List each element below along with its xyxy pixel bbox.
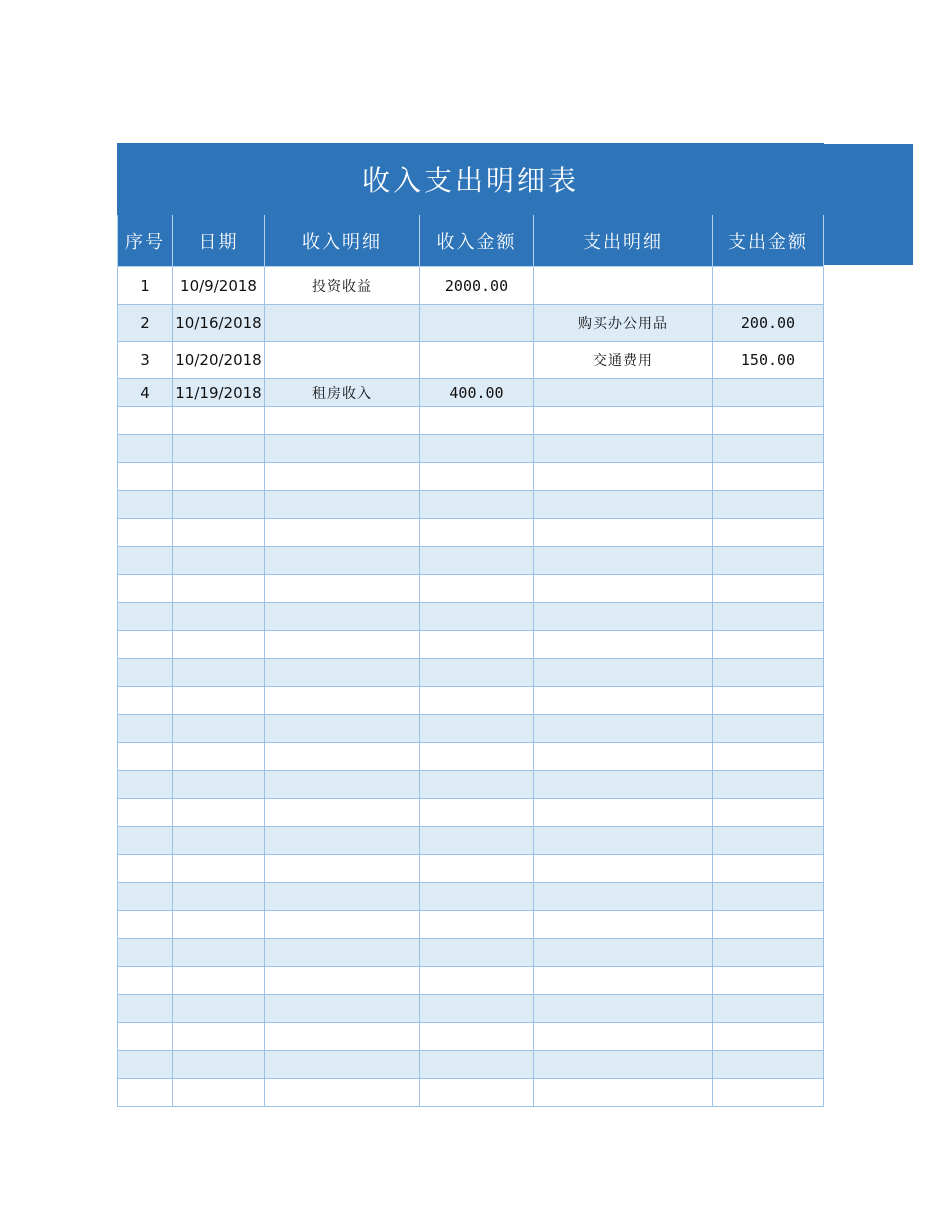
cell-expense-amount[interactable]: [713, 547, 824, 575]
cell-no[interactable]: 1: [118, 267, 173, 305]
cell-expense-amount[interactable]: [713, 967, 824, 995]
cell-no[interactable]: [118, 435, 173, 463]
cell-expense-amount[interactable]: [713, 799, 824, 827]
cell-date[interactable]: [173, 855, 265, 883]
cell-income-detail[interactable]: [265, 883, 420, 911]
cell-expense-amount[interactable]: 200.00: [713, 305, 824, 342]
cell-expense-detail[interactable]: [534, 939, 713, 967]
cell-expense-detail[interactable]: [534, 1023, 713, 1051]
cell-income-amount[interactable]: [420, 715, 534, 743]
cell-income-amount[interactable]: [420, 547, 534, 575]
cell-expense-detail[interactable]: 交通费用: [534, 342, 713, 379]
cell-income-detail[interactable]: [265, 575, 420, 603]
cell-expense-detail[interactable]: [534, 435, 713, 463]
cell-expense-detail[interactable]: [534, 827, 713, 855]
cell-date[interactable]: 10/16/2018: [173, 305, 265, 342]
cell-expense-detail[interactable]: [534, 603, 713, 631]
cell-income-amount[interactable]: [420, 1051, 534, 1079]
cell-no[interactable]: [118, 995, 173, 1023]
cell-income-amount[interactable]: [420, 687, 534, 715]
cell-expense-amount[interactable]: [713, 631, 824, 659]
cell-income-detail[interactable]: [265, 519, 420, 547]
cell-income-detail[interactable]: [265, 407, 420, 435]
cell-no[interactable]: 2: [118, 305, 173, 342]
table-row: [118, 603, 824, 631]
cell-expense-detail[interactable]: [534, 687, 713, 715]
cell-income-detail[interactable]: [265, 1079, 420, 1107]
cell-income-detail[interactable]: 投资收益: [265, 267, 420, 305]
cell-income-amount[interactable]: [420, 575, 534, 603]
cell-expense-detail[interactable]: [534, 547, 713, 575]
cell-income-detail[interactable]: [265, 939, 420, 967]
cell-income-detail[interactable]: [265, 342, 420, 379]
cell-date[interactable]: [173, 1079, 265, 1107]
cell-expense-detail[interactable]: 购买办公用品: [534, 305, 713, 342]
cell-income-amount[interactable]: 2000.00: [420, 267, 534, 305]
table-row: [118, 1079, 824, 1107]
cell-no[interactable]: [118, 1051, 173, 1079]
table-row: [118, 519, 824, 547]
cell-no[interactable]: [118, 407, 173, 435]
cell-date[interactable]: [173, 743, 265, 771]
cell-expense-detail[interactable]: [534, 659, 713, 687]
cell-expense-amount[interactable]: [713, 715, 824, 743]
cell-no[interactable]: [118, 631, 173, 659]
cell-expense-amount[interactable]: [713, 743, 824, 771]
cell-date[interactable]: [173, 911, 265, 939]
cell-no[interactable]: [118, 1023, 173, 1051]
table-row: [118, 267, 824, 305]
cell-expense-amount[interactable]: [713, 267, 824, 305]
cell-income-amount[interactable]: 400.00: [420, 379, 534, 407]
cell-expense-amount[interactable]: [713, 407, 824, 435]
table-row: [118, 855, 824, 883]
cell-expense-detail[interactable]: [534, 715, 713, 743]
cell-date[interactable]: [173, 799, 265, 827]
cell-income-amount[interactable]: [420, 305, 534, 342]
cell-income-amount[interactable]: [420, 967, 534, 995]
cell-no[interactable]: [118, 659, 173, 687]
col-header-expense-detail[interactable]: 支出明细: [534, 215, 713, 267]
cell-date[interactable]: [173, 687, 265, 715]
cell-income-detail[interactable]: [265, 967, 420, 995]
cell-income-amount[interactable]: [420, 407, 534, 435]
table-row: [118, 1023, 824, 1051]
table-row: [118, 799, 824, 827]
cell-expense-amount[interactable]: [713, 1023, 824, 1051]
column-header-row: [118, 215, 824, 267]
cell-no[interactable]: [118, 463, 173, 491]
cell-no[interactable]: [118, 1079, 173, 1107]
cell-expense-detail[interactable]: [534, 883, 713, 911]
cell-expense-amount[interactable]: [713, 855, 824, 883]
cell-income-amount[interactable]: [420, 519, 534, 547]
cell-income-detail[interactable]: [265, 547, 420, 575]
cell-expense-amount[interactable]: [713, 827, 824, 855]
cell-income-amount[interactable]: [420, 995, 534, 1023]
cell-income-detail[interactable]: [265, 491, 420, 519]
table-row: [118, 1051, 824, 1079]
cell-date[interactable]: 10/9/2018: [173, 267, 265, 305]
cell-income-amount[interactable]: [420, 827, 534, 855]
cell-expense-amount[interactable]: [713, 659, 824, 687]
cell-expense-detail[interactable]: [534, 267, 713, 305]
cell-income-amount[interactable]: [420, 342, 534, 379]
cell-expense-amount[interactable]: [713, 1051, 824, 1079]
cell-expense-detail[interactable]: [534, 379, 713, 407]
cell-income-detail[interactable]: [265, 715, 420, 743]
cell-expense-amount[interactable]: [713, 771, 824, 799]
cell-no[interactable]: [118, 827, 173, 855]
col-header-income-detail[interactable]: 收入明细: [265, 215, 420, 267]
cell-no[interactable]: [118, 743, 173, 771]
cell-income-detail[interactable]: [265, 1023, 420, 1051]
cell-income-amount[interactable]: [420, 911, 534, 939]
cell-date[interactable]: [173, 1023, 265, 1051]
cell-income-detail[interactable]: [265, 435, 420, 463]
cell-no[interactable]: [118, 883, 173, 911]
table-row: [118, 435, 824, 463]
cell-no[interactable]: 3: [118, 342, 173, 379]
cell-no[interactable]: [118, 687, 173, 715]
table-row: [118, 687, 824, 715]
cell-income-detail[interactable]: 租房收入: [265, 379, 420, 407]
cell-expense-amount[interactable]: [713, 911, 824, 939]
table-row: [118, 547, 824, 575]
cell-date[interactable]: [173, 407, 265, 435]
cell-income-detail[interactable]: [265, 995, 420, 1023]
table-row: [118, 407, 824, 435]
cell-date[interactable]: [173, 463, 265, 491]
col-header-date[interactable]: 日期: [173, 215, 265, 267]
cell-income-amount[interactable]: [420, 463, 534, 491]
cell-expense-amount[interactable]: [713, 603, 824, 631]
cell-expense-detail[interactable]: [534, 967, 713, 995]
cell-expense-detail[interactable]: [534, 491, 713, 519]
cell-expense-detail[interactable]: [534, 1051, 713, 1079]
table-row: [118, 771, 824, 799]
cell-date[interactable]: [173, 939, 265, 967]
cell-no[interactable]: 4: [118, 379, 173, 407]
cell-income-detail[interactable]: [265, 305, 420, 342]
cell-expense-detail[interactable]: [534, 1079, 713, 1107]
cell-date[interactable]: [173, 967, 265, 995]
table-row: [118, 342, 824, 379]
title-row: [118, 144, 824, 215]
table-row: [118, 631, 824, 659]
cell-date[interactable]: [173, 547, 265, 575]
cell-date[interactable]: [173, 575, 265, 603]
cell-expense-detail[interactable]: [534, 995, 713, 1023]
cell-expense-detail[interactable]: [534, 407, 713, 435]
cell-expense-detail[interactable]: [534, 771, 713, 799]
cell-expense-amount[interactable]: 150.00: [713, 342, 824, 379]
cell-income-detail[interactable]: [265, 463, 420, 491]
table-row: [118, 659, 824, 687]
cell-income-detail[interactable]: [265, 799, 420, 827]
cell-no[interactable]: [118, 799, 173, 827]
cell-income-detail[interactable]: [265, 855, 420, 883]
cell-income-detail[interactable]: [265, 911, 420, 939]
cell-expense-detail[interactable]: [534, 575, 713, 603]
cell-income-detail[interactable]: [265, 687, 420, 715]
cell-income-amount[interactable]: [420, 799, 534, 827]
cell-expense-detail[interactable]: [534, 855, 713, 883]
cell-expense-amount[interactable]: [713, 435, 824, 463]
cell-income-amount[interactable]: [420, 491, 534, 519]
table-row: [118, 743, 824, 771]
cell-expense-amount[interactable]: [713, 883, 824, 911]
cell-expense-amount[interactable]: [713, 379, 824, 407]
table-row: [118, 305, 824, 342]
cell-no[interactable]: [118, 575, 173, 603]
cell-no[interactable]: [118, 491, 173, 519]
cell-no[interactable]: [118, 855, 173, 883]
table-row: [118, 995, 824, 1023]
cell-expense-amount[interactable]: [713, 463, 824, 491]
table-row: [118, 939, 824, 967]
cell-no[interactable]: [118, 771, 173, 799]
table-row: [118, 827, 824, 855]
cell-income-detail[interactable]: [265, 659, 420, 687]
cell-income-detail[interactable]: [265, 1051, 420, 1079]
cell-no[interactable]: [118, 939, 173, 967]
cell-expense-detail[interactable]: [534, 743, 713, 771]
cell-no[interactable]: [118, 603, 173, 631]
cell-income-detail[interactable]: [265, 743, 420, 771]
table-row: [118, 575, 824, 603]
cell-income-amount[interactable]: [420, 939, 534, 967]
table-row: [118, 491, 824, 519]
cell-date[interactable]: [173, 659, 265, 687]
cell-expense-amount[interactable]: [713, 687, 824, 715]
cell-expense-detail[interactable]: [534, 463, 713, 491]
cell-income-amount[interactable]: [420, 435, 534, 463]
cell-date[interactable]: [173, 995, 265, 1023]
cell-income-detail[interactable]: [265, 631, 420, 659]
cell-no[interactable]: [118, 715, 173, 743]
cell-date[interactable]: [173, 603, 265, 631]
col-header-income-amount[interactable]: 收入金额: [420, 215, 534, 267]
cell-expense-detail[interactable]: [534, 631, 713, 659]
cell-income-detail[interactable]: [265, 603, 420, 631]
col-header-no[interactable]: 序号: [118, 215, 173, 267]
cell-date[interactable]: 10/20/2018: [173, 342, 265, 379]
cell-date[interactable]: [173, 771, 265, 799]
table-row: [118, 967, 824, 995]
cell-income-amount[interactable]: [420, 1023, 534, 1051]
cell-income-detail[interactable]: [265, 827, 420, 855]
cell-date[interactable]: [173, 631, 265, 659]
cell-no[interactable]: [118, 911, 173, 939]
table-row: [118, 911, 824, 939]
cell-income-amount[interactable]: [420, 855, 534, 883]
cell-income-amount[interactable]: [420, 1079, 534, 1107]
table-row: [118, 379, 824, 407]
cell-expense-detail[interactable]: [534, 519, 713, 547]
cell-expense-amount[interactable]: [713, 995, 824, 1023]
cell-date[interactable]: [173, 1051, 265, 1079]
cell-expense-amount[interactable]: [713, 939, 824, 967]
cell-date[interactable]: 11/19/2018: [173, 379, 265, 407]
cell-date[interactable]: [173, 715, 265, 743]
cell-income-amount[interactable]: [420, 659, 534, 687]
cell-date[interactable]: [173, 883, 265, 911]
cell-expense-amount[interactable]: [713, 519, 824, 547]
cell-income-amount[interactable]: [420, 743, 534, 771]
cell-income-amount[interactable]: [420, 771, 534, 799]
income-expense-table: [117, 143, 824, 1107]
cell-date[interactable]: [173, 435, 265, 463]
cell-expense-detail[interactable]: [534, 911, 713, 939]
cell-date[interactable]: [173, 491, 265, 519]
cell-expense-amount[interactable]: [713, 575, 824, 603]
cell-no[interactable]: [118, 519, 173, 547]
table-row: [118, 715, 824, 743]
col-header-expense-amount[interactable]: 支出金额: [713, 215, 824, 267]
cell-date[interactable]: [173, 827, 265, 855]
table-row: [118, 463, 824, 491]
cell-expense-detail[interactable]: [534, 799, 713, 827]
cell-income-amount[interactable]: [420, 883, 534, 911]
cell-no[interactable]: [118, 547, 173, 575]
cell-income-amount[interactable]: [420, 631, 534, 659]
cell-date[interactable]: [173, 519, 265, 547]
cell-expense-amount[interactable]: [713, 1079, 824, 1107]
sheet-title: 收入支出明细表: [118, 144, 824, 215]
cell-expense-amount[interactable]: [713, 491, 824, 519]
table-row: [118, 883, 824, 911]
cell-no[interactable]: [118, 967, 173, 995]
cell-income-detail[interactable]: [265, 771, 420, 799]
cell-income-amount[interactable]: [420, 603, 534, 631]
